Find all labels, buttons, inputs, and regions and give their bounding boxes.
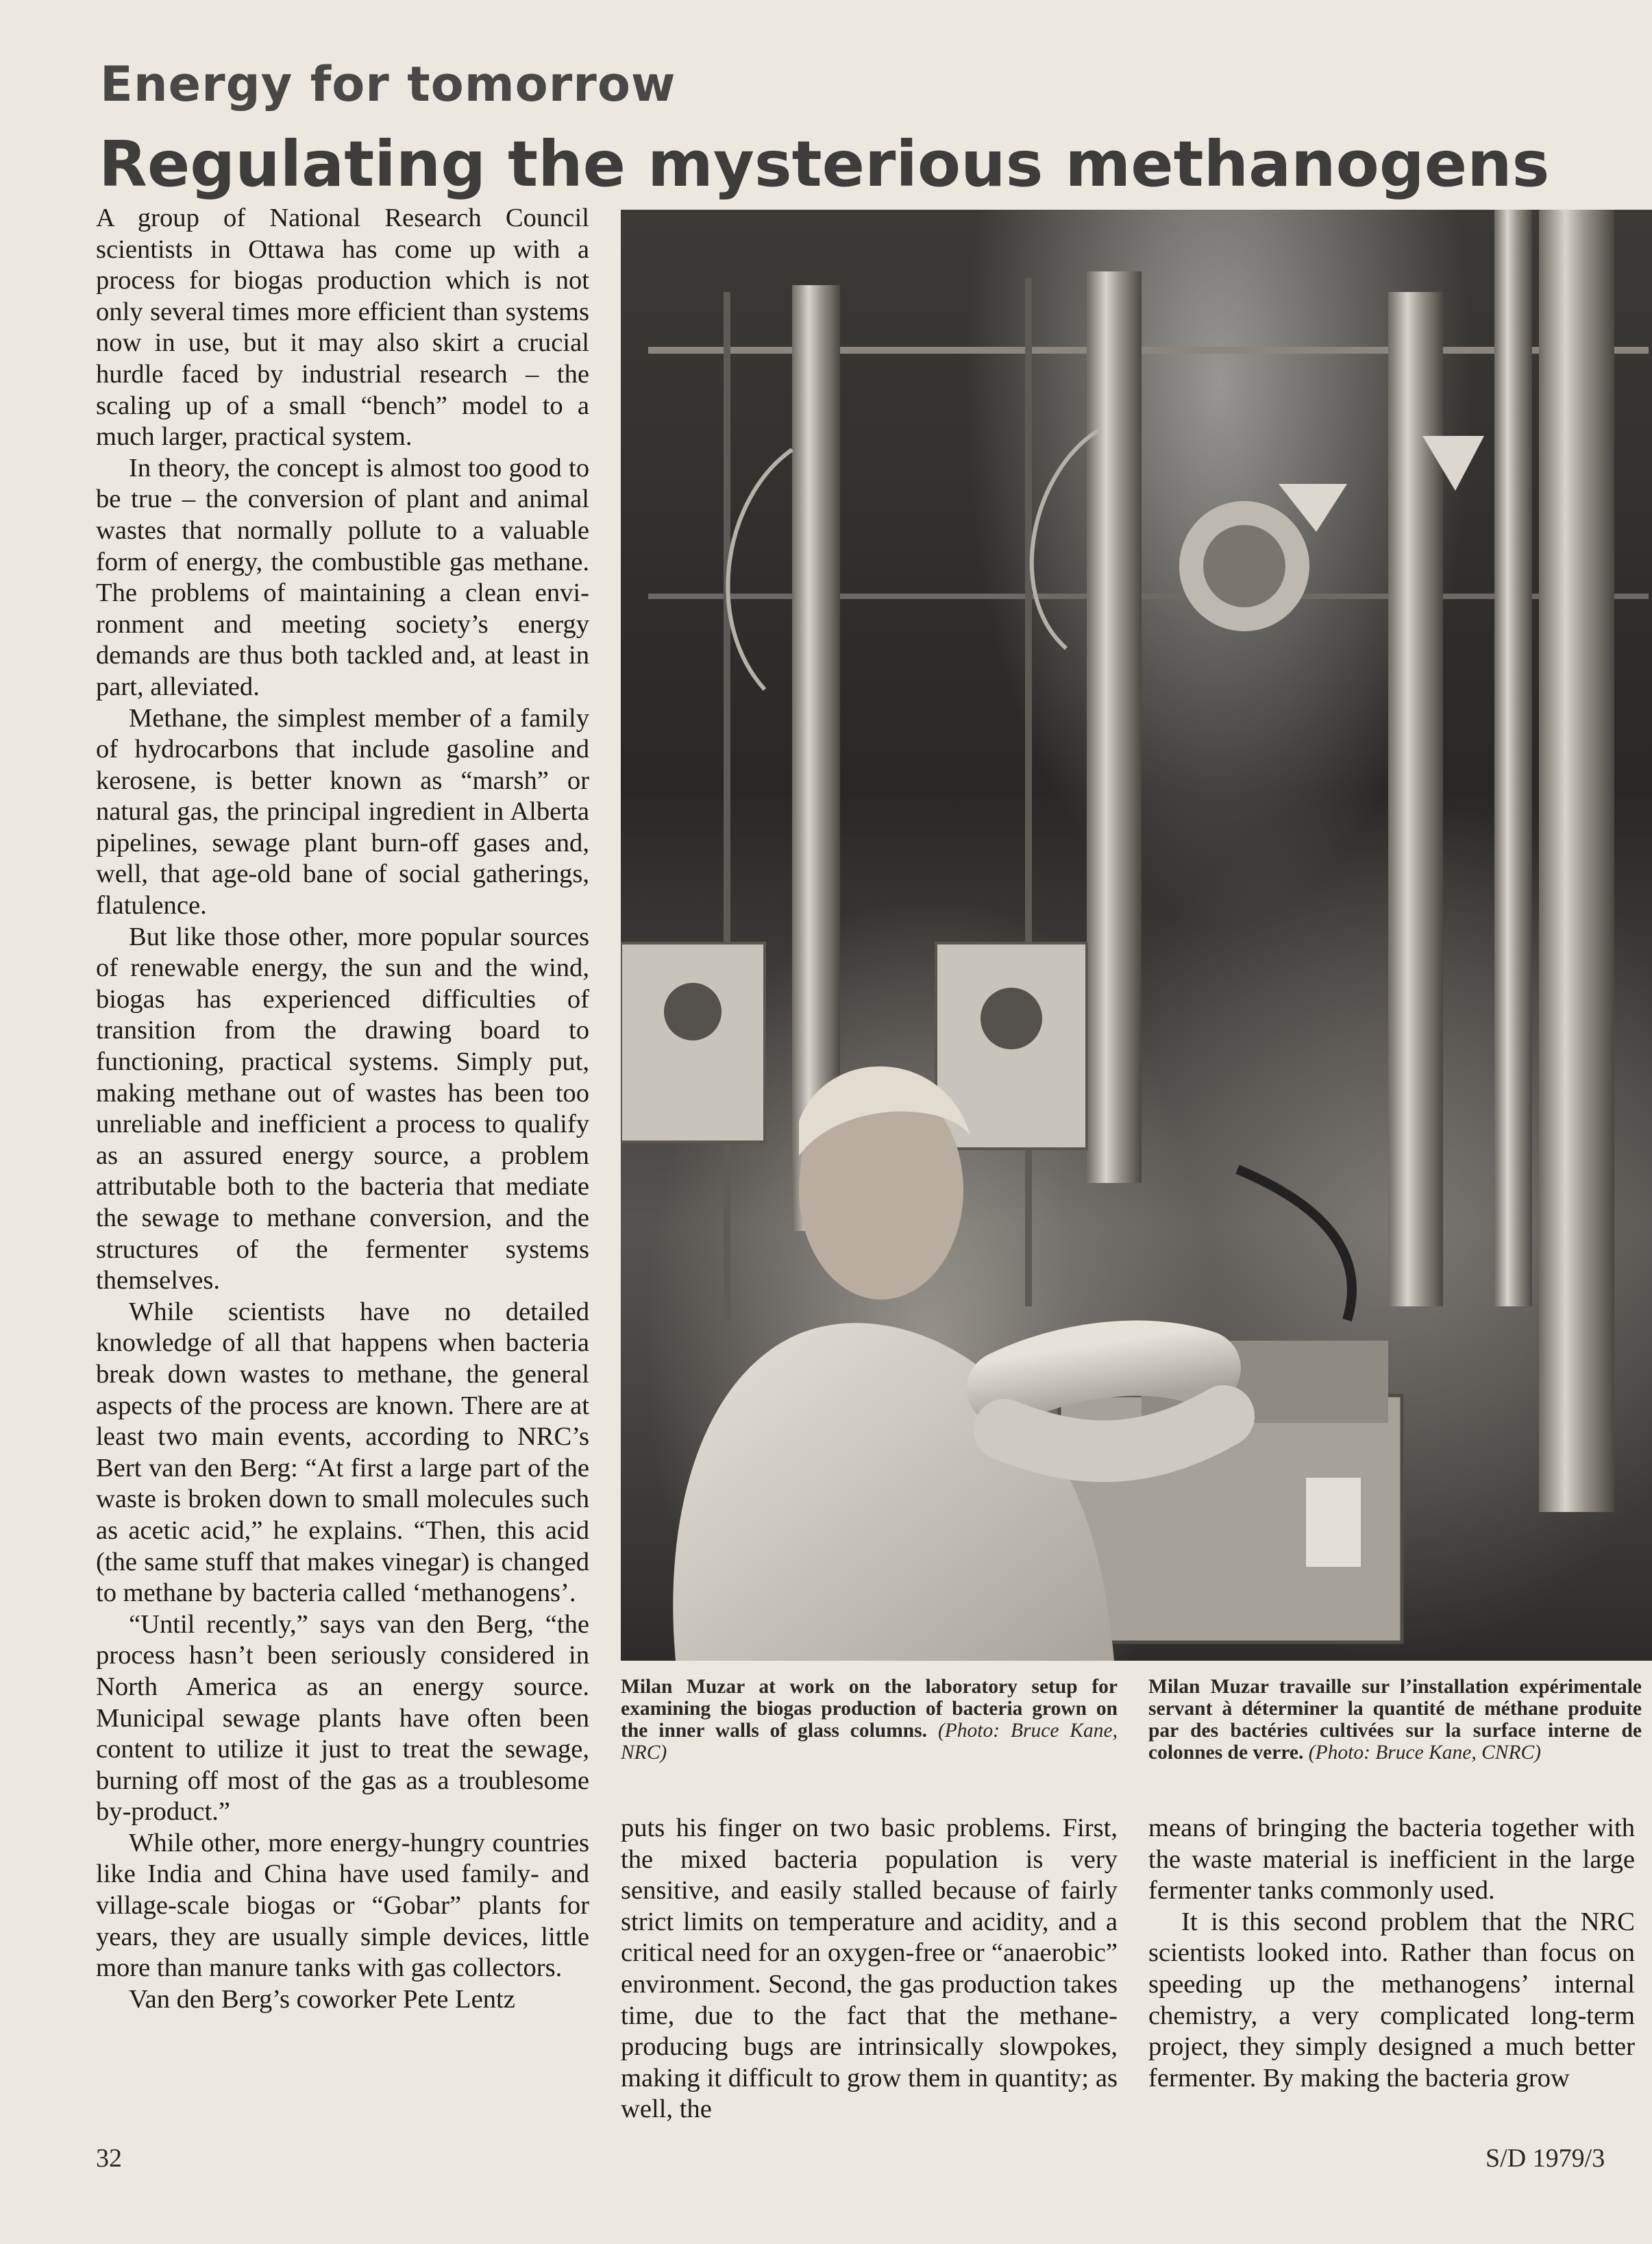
paragraph: In theory, the concept is almost too good to be true – the conversion of plant and animal wastes that normally pollute to a valuable form of energy, the combustible gas methane. The problems of maintaining a clean environment and meeting society’s energy demands are thus both tackled and, at least in part, alleviated.	[96, 453, 589, 701]
body-column-middle	[621, 1813, 1118, 2125]
paragraph: “Until recently,” says van den Berg, “the process hasn’t been seriously considered in North America as an energy source. Municipal sewage plants have often been content to utilize it just to treat the sewage, burning off most of the gas as a troublesome by-product.”	[96, 1609, 589, 1827]
lab-photo	[621, 210, 1652, 1661]
paragraph: Methane, the simplest member of a family of hydrocarbons that include gasoline and kerosene, is better known as “marsh” or natural gas, the principal ingredient in Alberta pipelines, sewage plant burn-off gases and, well, that age-old bane of social gatherings, flatulence.	[96, 703, 589, 920]
photo-credit: (Photo: Bruce Kane, CNRC)	[1308, 1742, 1541, 1764]
caption-text	[621, 1676, 1118, 1764]
photo-caption-french	[1148, 1676, 1642, 1764]
lab-photo-illustration	[621, 210, 1652, 1661]
body-column-left	[96, 203, 589, 2015]
paragraph: But like those other, more popular sources of renewable energy, the sun and the wind, biogas has experienced difficulties of transition from the drawing board to functioning, practical systems. Simply put, making methane out of wastes has been too unreliable and inefficient a process to qualify as an assured energy source, a problem attributable both to the bacteria that mediate the sewage to methane conversion, and the structures of the fermenter systems themselves.	[96, 922, 589, 1295]
paragraph: puts his finger on two basic problems. First, the mixed bacteria population is very sensitive, and easily stalled because of fairly strict limits on temperature and acidity, and a critical need for an oxygen-free or “anaerobic” environment. Second, the gas production takes time, due to the fact that the methane-producing bugs are intrinsically slowpokes, making it difficult to grow them in quantity; as well, the	[621, 1814, 1118, 2124]
caption-text	[1148, 1676, 1642, 1764]
caption-body: Milan Muzar at work on the laboratory setup for examining the biogas production of bacteria grown on the inner walls of glass columns.	[621, 1676, 1118, 1742]
photo-credit: (Photo: Bruce Kane, NRC)	[621, 1720, 1118, 1764]
page-number: 32	[96, 2144, 122, 2173]
issue-label: S/D 1979/3	[1485, 2144, 1605, 2173]
body-column-right	[1148, 1813, 1635, 2094]
article-headline: Regulating the mysterious methanogens	[99, 127, 1550, 201]
paragraph: While scientists have no detailed knowledge of all that happens when bacteria break down wastes to methane, the general aspects of the process are known. There are at least two main events, according to NRC’s Bert van den Berg: “At first a large part of the waste is broken down to small molecules such as acetic acid,” he explains. “Then, this acid (the same stuff that makes vinegar) is changed to methane by bacteria called ‘methanogens’.	[96, 1297, 589, 1608]
paragraph: It is this second problem that the NRC scientists looked into. Rather than focus on speeding up the methanogens’ internal chemistry, a very complicated long-term project, they simply designed a much better fermenter. By making the bacteria grow	[1148, 1907, 1635, 2093]
paragraph: A group of National Research Council scientists in Ottawa has come up with a process for biogas production which is not only several times more efficient than systems now in use, but it may also skirt a crucial hurdle faced by industrial research – the scaling up of a small “bench” model to a much larger, practical system.	[96, 204, 589, 452]
photo-caption-english	[621, 1676, 1118, 1764]
section-kicker: Energy for tomorrow	[100, 56, 676, 112]
caption-body: Milan Muzar travaille sur l’installation expérimentale servant à déterminer la quantité de méthane produite par des bactéries cultivées sur la surface interne de colonnes de verre.	[1148, 1676, 1642, 1764]
paragraph: While other, more energy-hungry countries like India and China have used family- and village-scale biogas or “Gobar” plants for years, they are usually simple devices, little more than manure tanks with gas collectors.	[96, 1828, 589, 1983]
paragraph: means of bringing the bacteria together with the waste material is inefficient in the large fermenter tanks commonly used.	[1148, 1814, 1635, 1905]
paragraph: Van den Berg’s coworker Pete Lentz	[129, 1984, 515, 2014]
